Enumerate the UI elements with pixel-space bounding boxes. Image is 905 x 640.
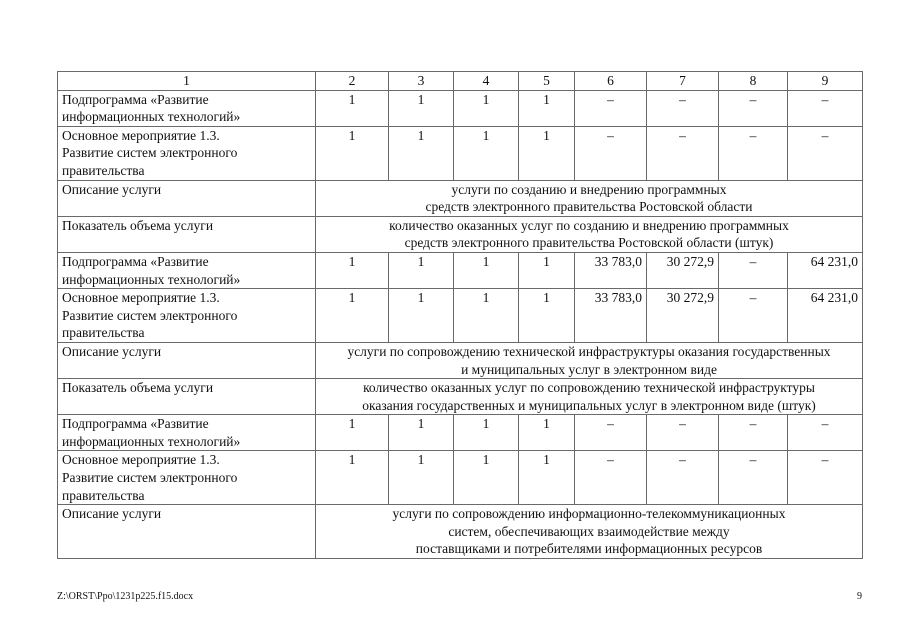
row-label — [58, 126, 316, 180]
value-cell: 1 — [316, 451, 389, 505]
value-cell: – — [647, 90, 719, 126]
value-cell: 30 272,9 — [647, 252, 719, 288]
row-label-line: Основное мероприятие 1.3. — [62, 127, 220, 143]
table-row — [58, 342, 863, 378]
value-cell: 1 — [519, 289, 575, 343]
footer-page-number: 9 — [857, 591, 862, 602]
table-row — [58, 505, 863, 559]
value-cell: 1 — [519, 126, 575, 180]
row-label-line: правительства — [62, 487, 145, 503]
row-label-line: информационных технологий» — [62, 109, 241, 125]
merged-description-line: услуги по сопровождению информационно-телекоммуникационных — [392, 506, 786, 522]
row-label — [58, 216, 316, 252]
table-row — [58, 216, 863, 252]
value-cell: – — [719, 289, 788, 343]
value-cell: 1 — [389, 289, 454, 343]
merged-description-cell — [316, 379, 863, 415]
value-cell: – — [788, 451, 863, 505]
row-label — [58, 180, 316, 216]
value-cell: – — [719, 415, 788, 451]
row-label — [58, 289, 316, 343]
table-row — [58, 415, 863, 451]
table-row — [58, 451, 863, 505]
row-label-line: Показатель объема услуги — [62, 380, 214, 396]
row-label-line: информационных технологий» — [62, 271, 241, 287]
value-cell: 1 — [454, 451, 519, 505]
row-label — [58, 415, 316, 451]
value-cell: 1 — [519, 252, 575, 288]
value-cell: 1 — [389, 451, 454, 505]
value-cell: – — [788, 90, 863, 126]
value-cell: – — [575, 415, 647, 451]
merged-description-line: поставщиками и потребителями информационных ресурсов — [415, 541, 763, 557]
header-cell: 3 — [389, 72, 454, 91]
value-cell: 1 — [389, 126, 454, 180]
value-cell: 1 — [519, 451, 575, 505]
merged-description-line: средств электронного правительства Ростовской области — [425, 199, 753, 215]
footer-file-path: Z:\ORST\Ppo\1231p225.f15.docx — [57, 591, 194, 602]
value-cell: – — [719, 90, 788, 126]
header-cell: 5 — [519, 72, 575, 91]
value-cell: 1 — [389, 252, 454, 288]
row-label — [58, 342, 316, 378]
table-row — [58, 90, 863, 126]
merged-description-line: и муниципальных услуг в электронном виде — [461, 361, 717, 377]
value-cell: 1 — [454, 126, 519, 180]
table-row — [58, 289, 863, 343]
value-cell: – — [647, 126, 719, 180]
value-cell: 1 — [389, 90, 454, 126]
row-label-line: Подпрограмма «Развитие — [62, 91, 209, 107]
value-cell: – — [575, 90, 647, 126]
value-cell: 1 — [519, 415, 575, 451]
row-label-line: правительства — [62, 325, 145, 341]
merged-description-line: количество оказанных услуг по сопровождению технической инфраструктуры — [363, 380, 815, 396]
value-cell: 1 — [316, 415, 389, 451]
value-cell: 1 — [454, 415, 519, 451]
value-cell: – — [719, 126, 788, 180]
value-cell: – — [575, 451, 647, 505]
row-label-line: Развитие систем электронного — [62, 470, 238, 486]
merged-description-line: систем, обеспечивающих взаимодействие между — [448, 523, 730, 539]
value-cell: 1 — [389, 415, 454, 451]
row-label-line: Описание услуги — [62, 343, 162, 359]
value-cell: 64 231,0 — [788, 289, 863, 343]
value-cell: 1 — [454, 289, 519, 343]
row-label — [58, 505, 316, 559]
merged-description-cell — [316, 342, 863, 378]
value-cell: – — [788, 415, 863, 451]
header-cell: 4 — [454, 72, 519, 91]
value-cell: 1 — [316, 252, 389, 288]
value-cell: – — [719, 252, 788, 288]
value-cell: 64 231,0 — [788, 252, 863, 288]
row-label-line: Основное мероприятие 1.3. — [62, 452, 220, 468]
value-cell: 33 783,0 — [575, 252, 647, 288]
value-cell: – — [788, 126, 863, 180]
value-cell: 1 — [316, 289, 389, 343]
row-label-line: Развитие систем электронного — [62, 145, 238, 161]
header-cell: 6 — [575, 72, 647, 91]
header-cell: 7 — [647, 72, 719, 91]
row-label — [58, 90, 316, 126]
merged-description-line: количество оказанных услуг по созданию и внедрению программных — [389, 217, 789, 233]
row-label-line: Развитие систем электронного — [62, 307, 238, 323]
row-label-line: Подпрограмма «Развитие — [62, 416, 209, 432]
row-label — [58, 379, 316, 415]
value-cell: – — [719, 451, 788, 505]
row-label — [58, 252, 316, 288]
merged-description-line: оказания государственных и муниципальных услуг в электронном виде (штук) — [362, 397, 816, 413]
table-row — [58, 180, 863, 216]
row-label-line: Основное мероприятие 1.3. — [62, 290, 220, 306]
value-cell: 1 — [316, 90, 389, 126]
header-cell: 9 — [788, 72, 863, 91]
merged-description-cell — [316, 505, 863, 559]
row-label — [58, 451, 316, 505]
header-row — [58, 72, 863, 91]
table-body — [58, 72, 863, 559]
value-cell: – — [647, 415, 719, 451]
table-row — [58, 252, 863, 288]
row-label-line: правительства — [62, 162, 145, 178]
value-cell: 33 783,0 — [575, 289, 647, 343]
value-cell: – — [575, 126, 647, 180]
merged-description-line: услуги по сопровождению технической инфраструктуры оказания государственных — [347, 343, 831, 359]
value-cell: 1 — [316, 126, 389, 180]
table-row — [58, 126, 863, 180]
value-cell: – — [647, 451, 719, 505]
row-label-line: информационных технологий» — [62, 433, 241, 449]
header-cell: 2 — [316, 72, 389, 91]
table-row — [58, 379, 863, 415]
merged-description-line: средств электронного правительства Ростовской области (штук) — [404, 235, 774, 251]
row-label-line: Подпрограмма «Развитие — [62, 253, 209, 269]
data-table — [57, 71, 863, 559]
header-cell: 8 — [719, 72, 788, 91]
header-cell: 1 — [58, 72, 316, 91]
row-label-line: Показатель объема услуги — [62, 217, 214, 233]
merged-description-cell — [316, 216, 863, 252]
value-cell: 30 272,9 — [647, 289, 719, 343]
row-label-line: Описание услуги — [62, 181, 162, 197]
merged-description-cell — [316, 180, 863, 216]
value-cell: 1 — [454, 90, 519, 126]
row-label-line: Описание услуги — [62, 506, 162, 522]
value-cell: 1 — [519, 90, 575, 126]
value-cell: 1 — [454, 252, 519, 288]
merged-description-line: услуги по созданию и внедрению программных — [451, 181, 727, 197]
